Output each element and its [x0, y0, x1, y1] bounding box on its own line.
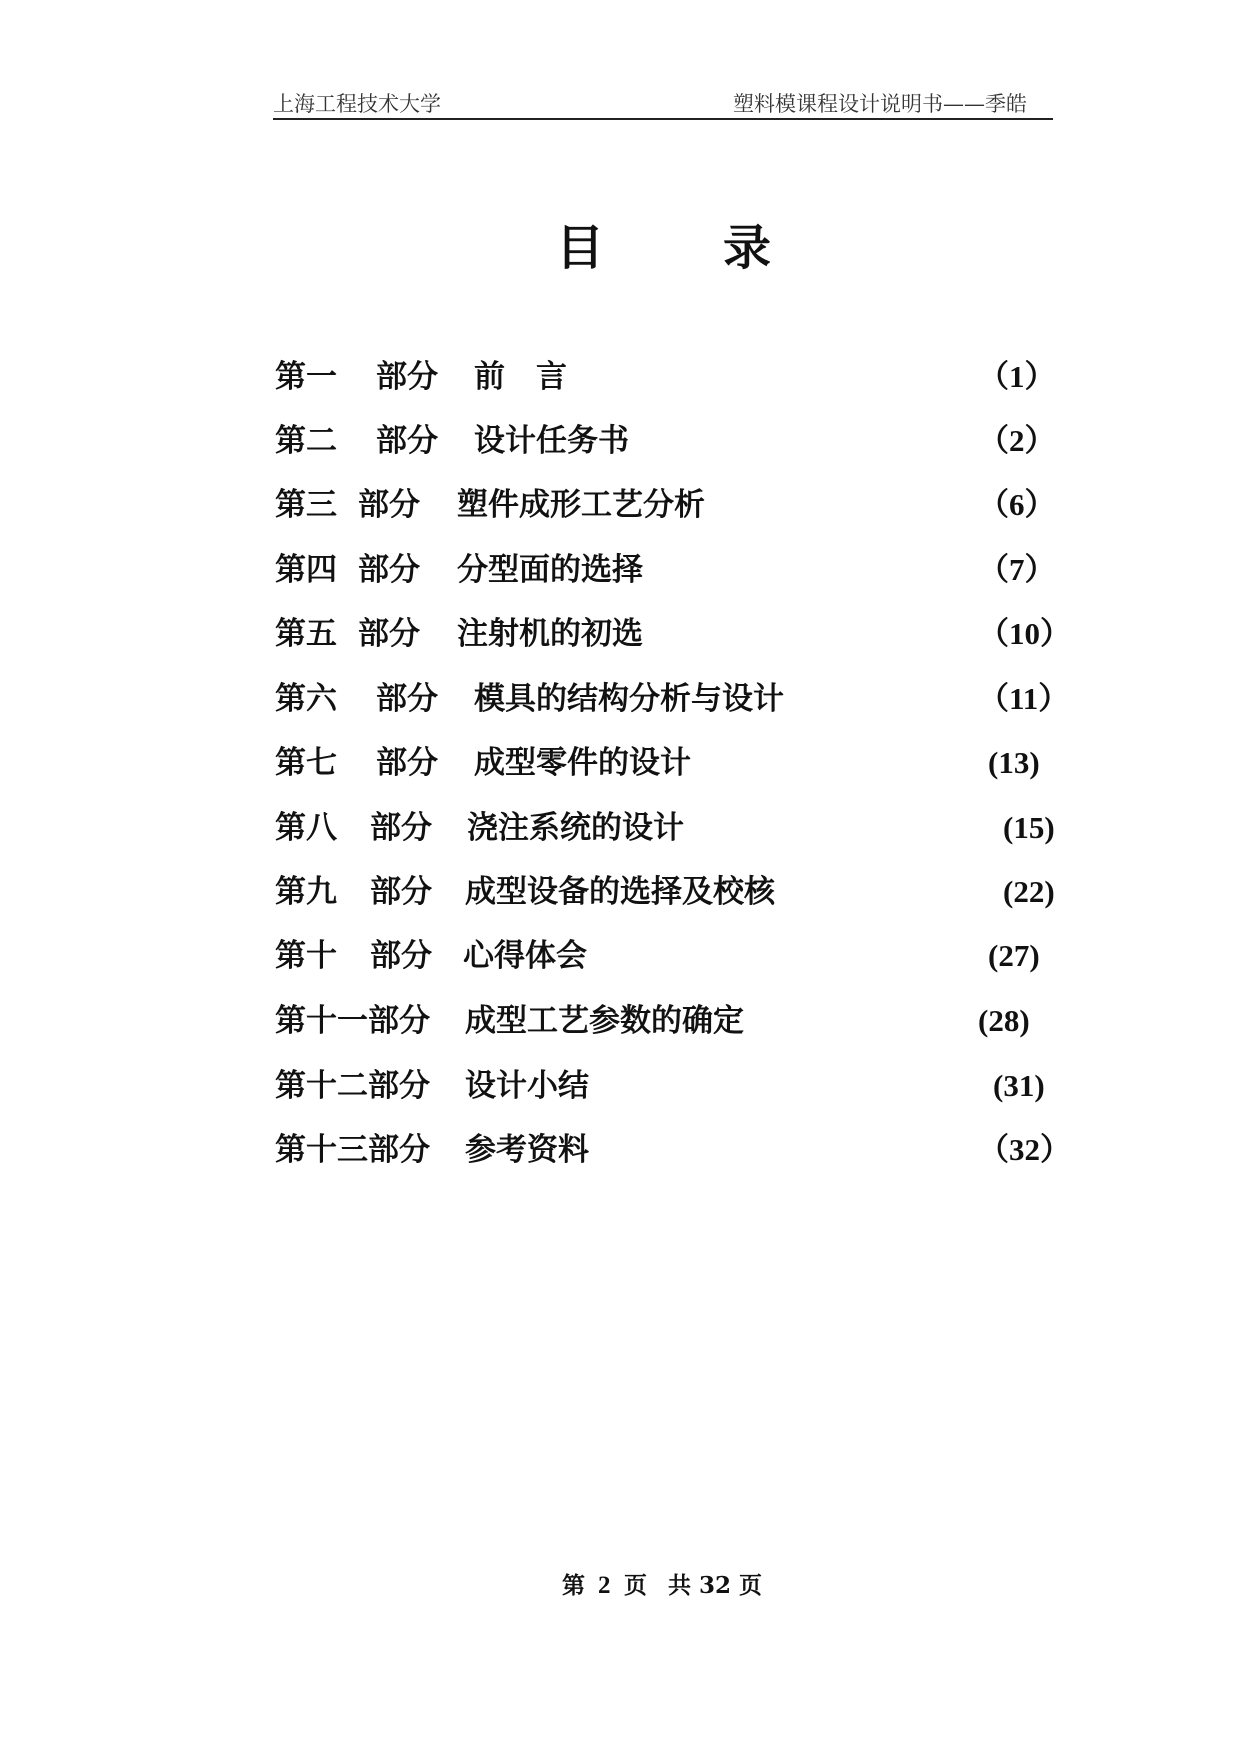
toc-entry[interactable] — [0, 609, 1241, 659]
toc-part-number: 第九 — [275, 874, 337, 910]
toc-part-label: 部分 — [358, 552, 420, 588]
toc-entry[interactable] — [0, 1125, 1241, 1175]
toc-entry-title: 参考资料 — [465, 1132, 589, 1168]
toc-page-number: (15) — [1003, 810, 1055, 845]
toc-entry[interactable] — [0, 867, 1241, 917]
toc-part-number: 第八 — [275, 810, 337, 846]
header-school-name: 上海工程技术大学 — [273, 92, 441, 116]
toc-part-number: 第十 — [275, 938, 337, 974]
toc-part-label: 部分 — [376, 359, 438, 395]
toc-entry[interactable] — [0, 738, 1241, 788]
footer-current-page: 2 — [598, 1572, 611, 1599]
toc-entry-title: 设计任务书 — [474, 423, 629, 459]
toc-title-char-1: 目 — [556, 220, 605, 276]
toc-page-number: （6） — [978, 487, 1056, 522]
toc-page-number: （32） — [978, 1132, 1071, 1167]
toc-page-number: (13) — [988, 745, 1040, 780]
toc-entry-title: 设计小结 — [465, 1068, 589, 1104]
toc-part-label: 部分 — [376, 681, 438, 717]
toc-page-number: （11） — [978, 681, 1070, 716]
toc-part-number: 第二 — [275, 423, 337, 459]
toc-entry-title: 成型零件的设计 — [474, 745, 691, 781]
toc-title — [0, 218, 1241, 278]
toc-entry-title: 浇注系统的设计 — [467, 810, 684, 846]
toc-part-label: 部分 — [368, 1132, 430, 1168]
toc-entry[interactable] — [0, 352, 1241, 402]
toc-part-label: 部分 — [358, 616, 420, 652]
toc-page-number: （2） — [978, 423, 1056, 458]
toc-page-number: （7） — [978, 552, 1056, 587]
toc-part-label: 部分 — [376, 423, 438, 459]
toc-part-number: 第六 — [275, 681, 337, 717]
toc-part-number: 第七 — [275, 745, 337, 781]
toc-part-label: 部分 — [370, 874, 432, 910]
toc-part-number: 第十三 — [275, 1132, 368, 1168]
toc-title-char-2: 录 — [723, 220, 772, 276]
toc-part-number: 第十一 — [275, 1003, 368, 1039]
toc-entry[interactable] — [0, 480, 1241, 530]
toc-entry[interactable] — [0, 416, 1241, 466]
toc-part-label: 部分 — [376, 745, 438, 781]
toc-entry[interactable] — [0, 931, 1241, 981]
toc-entry[interactable] — [0, 1061, 1241, 1111]
toc-part-number: 第四 — [275, 552, 337, 588]
toc-page-number: (27) — [988, 938, 1040, 973]
footer-prefix: 第 — [562, 1572, 585, 1599]
toc-entry[interactable] — [0, 674, 1241, 724]
toc-entry-title: 注射机的初选 — [457, 616, 643, 652]
footer-total-pages: 共 32 页 — [668, 1572, 763, 1599]
toc-entry[interactable] — [0, 803, 1241, 853]
toc-entry-title: 成型设备的选择及校核 — [465, 874, 775, 910]
toc-part-label: 部分 — [358, 487, 420, 523]
toc-part-number: 第五 — [275, 616, 337, 652]
toc-part-number: 第一 — [275, 359, 337, 395]
header-document-title: 塑料模课程设计说明书——季皓 — [733, 92, 1027, 116]
toc-page-number: (22) — [1003, 874, 1055, 909]
toc-page-number: (31) — [993, 1068, 1045, 1103]
toc-entry-title: 塑件成形工艺分析 — [457, 487, 705, 523]
toc-part-number: 第三 — [275, 487, 337, 523]
page-header — [273, 86, 1053, 120]
toc-entry[interactable] — [0, 996, 1241, 1046]
toc-part-label: 部分 — [370, 810, 432, 846]
toc-page-number: (28) — [978, 1003, 1030, 1038]
toc-part-label: 部分 — [370, 938, 432, 974]
toc-page-number: （1） — [978, 359, 1056, 394]
toc-entry-title: 模具的结构分析与设计 — [474, 681, 784, 717]
toc-part-number: 第十二 — [275, 1068, 368, 1104]
toc-entry-title: 分型面的选择 — [457, 552, 643, 588]
toc-entry-title: 成型工艺参数的确定 — [465, 1003, 744, 1039]
toc-entry-title: 心得体会 — [463, 938, 587, 974]
page-footer — [0, 1566, 1241, 1606]
footer-page-unit: 页 — [624, 1572, 647, 1599]
toc-page-number: （10） — [978, 616, 1071, 651]
toc-entry-title: 前 言 — [474, 359, 567, 395]
toc-part-label: 部分 — [368, 1068, 430, 1104]
toc-entry[interactable] — [0, 545, 1241, 595]
toc-part-label: 部分 — [368, 1003, 430, 1039]
